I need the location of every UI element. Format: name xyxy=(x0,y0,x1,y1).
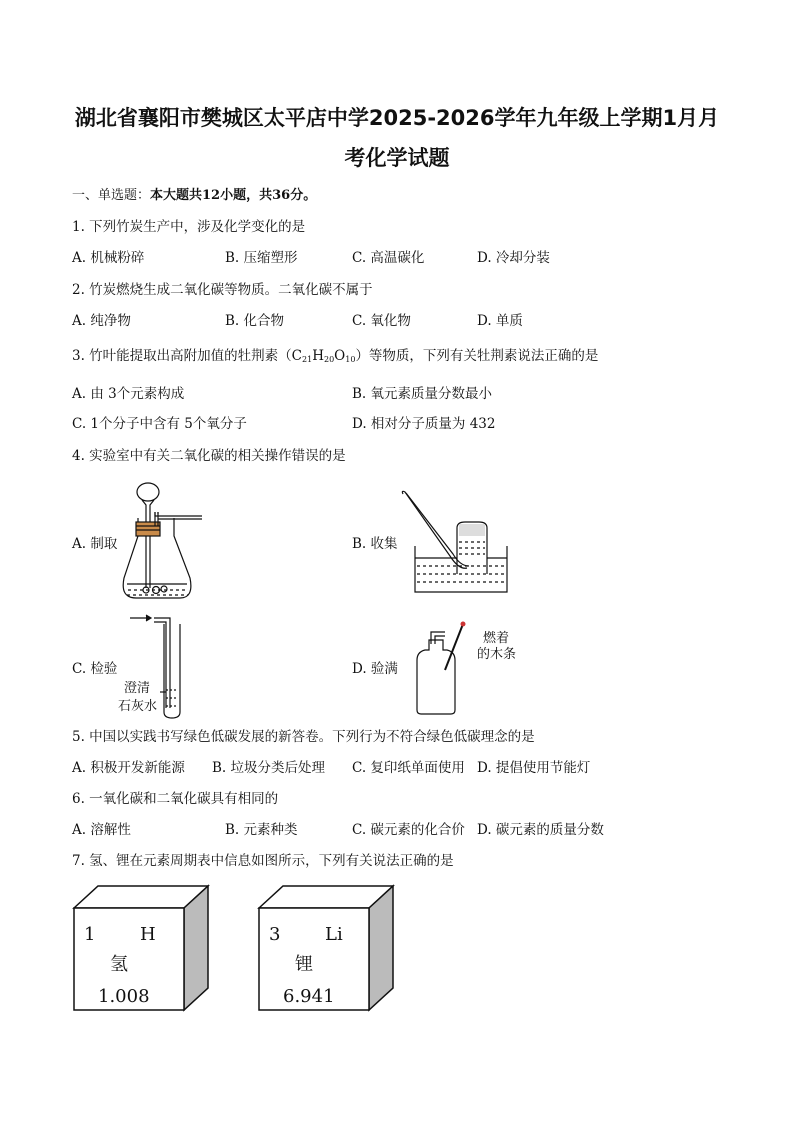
section-desc: 本大题共12小题，共36分。 xyxy=(150,188,317,203)
limewater-label-2: 石灰水 xyxy=(118,699,158,714)
limewater-label-1: 澄清 xyxy=(124,681,151,696)
question-1-option-c: C. 高温碳化 xyxy=(352,250,425,266)
question-5-option-a: A. 积极开发新能源 xyxy=(72,760,185,776)
hydrogen-symbol: H xyxy=(140,924,156,945)
question-7-stem: 7. 氢、锂在元素周期表中信息如图所示，下列有关说法正确的是 xyxy=(72,853,454,869)
question-1-option-a: A. 机械粉碎 xyxy=(72,250,145,266)
formula-o-sub: 10 xyxy=(345,355,356,364)
question-5-option-b: B. 垃圾分类后处理 xyxy=(212,760,326,776)
splint-label-2: 的木条 xyxy=(477,647,517,662)
question-4-stem: 4. 实验室中有关二氧化碳的相关操作错误的是 xyxy=(72,448,346,464)
question-3-option-d: D. 相对分子质量为 432 xyxy=(352,416,496,432)
formula xyxy=(292,348,356,364)
hydrogen-atomic-number: 1 xyxy=(84,924,96,945)
question-2-option-b: B. 化合物 xyxy=(225,313,285,329)
question-2-option-d: D. 单质 xyxy=(477,313,523,329)
question-5-option-d: D. 提倡使用节能灯 xyxy=(477,760,591,776)
question-4-option-b: B. 收集 xyxy=(352,536,398,552)
formula-c-sub: 21 xyxy=(302,355,313,364)
question-4-option-c: C. 检验 xyxy=(72,661,118,677)
co2-collection-figure xyxy=(395,488,515,598)
co2-limewater-test-figure xyxy=(120,612,210,722)
question-1-option-b: B. 压缩塑形 xyxy=(225,250,298,266)
splint-label-1: 燃着 xyxy=(483,631,510,646)
section-label: 一、单选题： xyxy=(72,188,151,203)
hydrogen-element-cube xyxy=(72,884,212,1016)
hydrogen-atomic-mass: 1.008 xyxy=(98,986,150,1007)
question-6-option-a: A. 溶解性 xyxy=(72,822,131,838)
co2-generation-apparatus-figure xyxy=(110,478,210,608)
lithium-element-cube xyxy=(257,884,397,1016)
lithium-atomic-mass: 6.941 xyxy=(283,986,335,1007)
question-1-option-d: D. 冷却分装 xyxy=(477,250,550,266)
section-heading xyxy=(72,186,316,206)
co2-full-check-figure xyxy=(405,620,535,720)
title-line-1: 湖北省襄阳市樊城区太平店中学2025-2026学年九年级上学期1月月 xyxy=(74,106,720,130)
formula-c: C xyxy=(291,348,303,364)
question-6-option-d: D. 碳元素的质量分数 xyxy=(477,822,604,838)
question-5-option-c: C. 复印纸单面使用 xyxy=(352,760,465,776)
lithium-name: 锂 xyxy=(295,954,313,975)
question-6-option-b: B. 元素种类 xyxy=(225,822,298,838)
hydrogen-name: 氢 xyxy=(110,954,128,975)
question-3-option-c: C. 1个分子中含有 5个氧分子 xyxy=(72,416,247,432)
question-6-option-c: C. 碳元素的化合价 xyxy=(352,822,465,838)
question-4-option-d: D. 验满 xyxy=(352,661,398,677)
question-2-stem: 2. 竹炭燃烧生成二氧化碳等物质。二氧化碳不属于 xyxy=(72,282,373,298)
question-3-stem xyxy=(72,346,598,370)
lithium-atomic-number: 3 xyxy=(269,924,281,945)
question-1-stem: 1. 下列竹炭生产中，涉及化学变化的是 xyxy=(72,219,306,235)
question-5-stem: 5. 中国以实践书写绿色低碳发展的新答卷。下列行为不符合绿色低碳理念的是 xyxy=(72,729,535,745)
lithium-symbol: Li xyxy=(325,924,343,945)
formula-o: O xyxy=(334,348,346,364)
question-4-option-a: A. 制取 xyxy=(72,536,118,552)
question-6-stem: 6. 一氧化碳和二氧化碳具有相同的 xyxy=(72,791,279,807)
question-2-option-c: C. 氧化物 xyxy=(352,313,411,329)
question-3-stem-post: ）等物质，下列有关牡荆素说法正确的是 xyxy=(355,348,599,364)
question-3-option-b: B. 氧元素质量分数最小 xyxy=(352,386,493,402)
question-2-option-a: A. 纯净物 xyxy=(72,313,131,329)
title-line-2: 考化学试题 xyxy=(344,146,450,170)
question-3-option-a: A. 由 3个元素构成 xyxy=(72,386,185,402)
question-3-stem-pre: 3. 竹叶能提取出高附加值的牡荆素（ xyxy=(72,348,292,364)
formula-h-sub: 20 xyxy=(323,355,335,364)
formula-h: H xyxy=(312,348,324,364)
